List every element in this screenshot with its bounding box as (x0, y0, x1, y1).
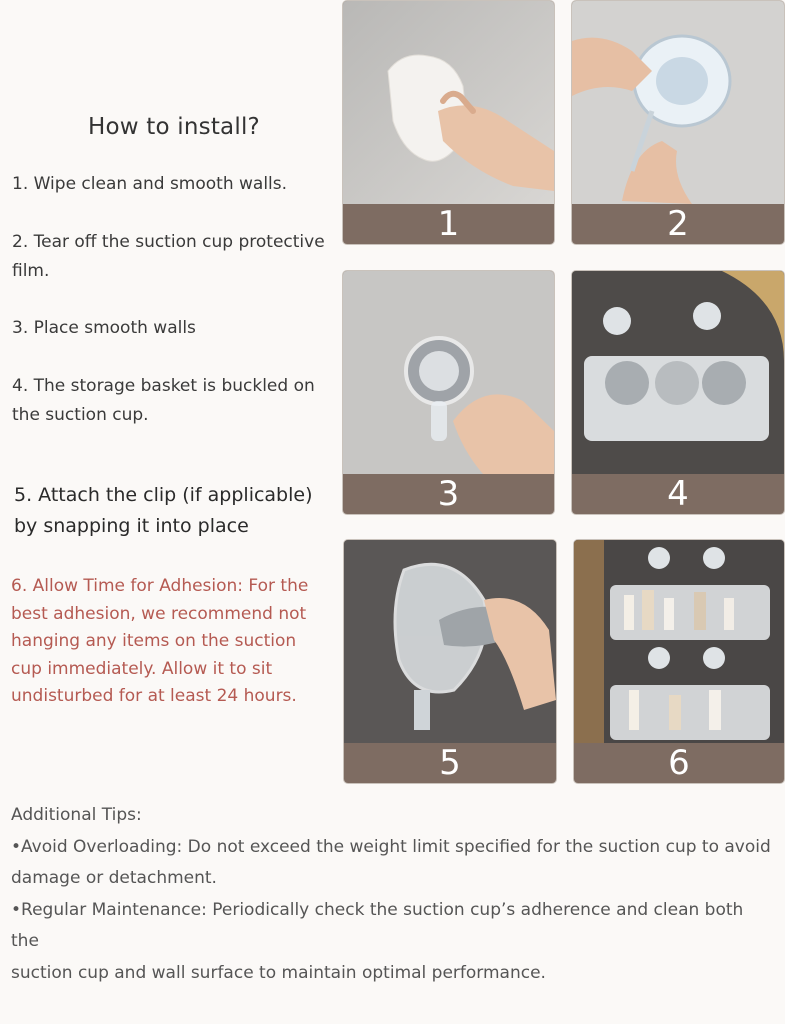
step-4-photo (572, 271, 784, 474)
step-6-panel (573, 539, 785, 784)
step-6-photo (574, 540, 784, 743)
step-6-line-5: undisturbed for at least 24 hours. (11, 686, 297, 706)
step-5-photo (344, 540, 556, 743)
step-6-text (11, 573, 331, 711)
step-3-panel (342, 270, 555, 515)
step-4-text: 4. The storage basket is buckled on (12, 376, 315, 396)
step-5-line-2: by snapping it into place (14, 515, 249, 537)
step-5-line-1: 5. Attach the clip (if applicable) (14, 484, 313, 506)
step-6-line-3: hanging any items on the suction (11, 631, 297, 651)
tip-overloading: •Avoid Overloading: Do not exceed the weight limit specified for the suction cup to avoid (11, 836, 771, 857)
step-1-photo (343, 1, 554, 204)
step-2-panel (571, 0, 785, 245)
step-3-photo (343, 271, 554, 474)
step-5-panel (343, 539, 557, 784)
step-1-text: 1. Wipe clean and smooth walls. (12, 174, 288, 194)
step-6-line-1: 6. Allow Time for Adhesion: For the (11, 576, 309, 596)
step-6-line-4: cup immediately. Allow it to sit (11, 658, 273, 679)
step-2-photo (572, 1, 784, 204)
tips-heading: Additional Tips: (11, 805, 142, 825)
step-2-text-cont: film. (12, 261, 50, 281)
step-2-text: 2. Tear off the suction cup protective (12, 232, 325, 252)
step-6-line-2: best adhesion, we recommend not (11, 603, 307, 624)
step-2-number: 2 (667, 204, 689, 244)
additional-tips (11, 800, 776, 989)
step-4-panel (571, 270, 785, 515)
tip-maintenance-cont: suction cup and wall surface to maintain optimal performance. (11, 962, 546, 983)
step-4-text-cont: the suction cup. (12, 405, 149, 425)
tip-overloading-cont: damage or detachment. (11, 868, 217, 888)
step-6-number: 6 (668, 743, 690, 783)
step-5-number: 5 (439, 743, 461, 783)
step-1-number: 1 (437, 204, 460, 244)
step-4-number: 4 (667, 474, 689, 514)
page-title: How to install? (88, 114, 260, 140)
step-3-text: 3. Place smooth walls (12, 318, 196, 338)
tip-maintenance: •Regular Maintenance: Periodically check the suction cup’s adherence and clean both the (11, 899, 744, 951)
step-1-panel (342, 0, 555, 245)
step-5-text (14, 480, 313, 542)
step-3-number: 3 (437, 474, 460, 514)
